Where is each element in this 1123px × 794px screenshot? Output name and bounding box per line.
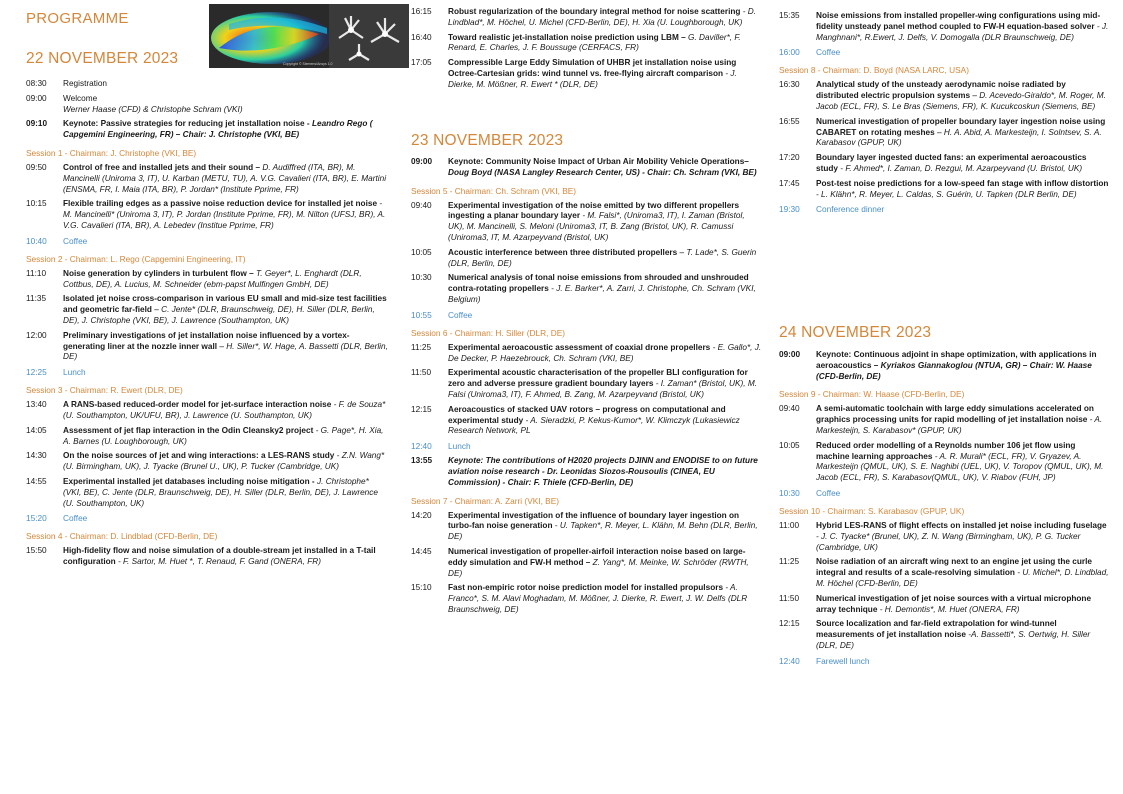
- talk-entry: [411, 456, 763, 488]
- talk-time: 11:25: [779, 557, 800, 567]
- talk-title: Compressible Large Eddy Simulation of UHBR jet installation noise using Octree-Cartesian grids: wind tunnel vs. free-flying aircraft comparison: [448, 58, 737, 78]
- talk-title: Experimental investigation of the noise emitted by two different propellers ingesting a planar boundary layer: [448, 200, 740, 221]
- talk-entry: [779, 153, 1109, 175]
- talk-entry: [411, 405, 763, 437]
- talk-time: 12:15: [779, 619, 800, 629]
- talk-entry: [411, 7, 763, 29]
- talk-time: 09:00: [26, 93, 47, 103]
- programme-title: PROGRAMME: [26, 10, 129, 27]
- talk-authors: G. Daviller*, F. Renard, E. Charles, J. F. Boussuge (CERFACS, FR): [448, 32, 741, 53]
- break-label: Lunch: [448, 441, 471, 452]
- session-header: Session 5 - Chairman: Ch. Schram (VKI, BE): [411, 185, 577, 196]
- talk-authors: - Z.N. Wang* (U. Birmingham, UK), J. Tyacke (Brunel U., UK), P. Tucker (Cambridge, UK): [63, 451, 385, 472]
- talk-title: Experimental installed jet databases including noise mitigation -: [63, 476, 317, 486]
- talk-authors: - I. Zaman* (Bristol, UK), M. Falsi (Uniroma3, IT), F. Ahmed, B. Zang, M. Azarpeyvand (Bristol, UK): [448, 379, 758, 399]
- talk-time: 09:40: [779, 404, 800, 414]
- talk-time: 12:15: [411, 404, 432, 414]
- talk-entry: [779, 179, 1109, 201]
- break-time: 12:40: [411, 441, 432, 452]
- talk-authors: - E. Gallo*, J. De Decker, P. Haezebrouck, Ch. Schram (VKI, BE): [448, 342, 762, 363]
- talk-time: 11:00: [779, 520, 800, 530]
- talk-time: 13:55: [411, 456, 433, 466]
- talk-time: 15:35: [779, 11, 800, 20]
- talk-entry: [411, 547, 763, 579]
- break-label: Lunch: [63, 367, 86, 378]
- session-header: Session 6 - Chairman: H. Siller (DLR, DE): [411, 327, 565, 338]
- talk-time: 17:45: [779, 178, 800, 188]
- talk-authors: - A. Franco*, S. M. Alavi Moghadam, M. Mößner, J. Dierke, R. Ewert, J. W. Delfs (DLR Braunschweig, DE): [448, 583, 748, 614]
- talk-time: 12:00: [26, 330, 47, 340]
- break-entry: [26, 367, 388, 378]
- talk-title: Experimental investigation of the influence of boundary layer ingestion on turbo-fan noise generation: [448, 510, 740, 531]
- talk-entry: [411, 248, 763, 270]
- column-23-november: [411, 0, 763, 794]
- talk-title: On the noise sources of jet and wing interactions: a LES-RANS study: [63, 451, 335, 461]
- talk-authors: – C. Jente* (DLR, Braunschweig, DE), H. Siller (DLR, Berlin, DE), J. Christophe (VKI, BE), J. Lawrence (Southampton, UK): [63, 305, 375, 325]
- talk-authors: - G. Page*, H. Xia, A. Barnes (U. Loughborough, UK): [63, 425, 384, 446]
- talk-title: Experimental aeroacoustic assessment of coaxial drone propellers: [448, 342, 711, 352]
- talk-title: Isolated jet noise cross-comparison in various EU small and mid-size test facilities and geometric far-field: [63, 294, 387, 315]
- talk-chair: (NASA Langley Research Center, US) - Chair: Ch. Schram (VKI, BE): [492, 167, 757, 177]
- talk-title: Robust regularization of the boundary integral method for noise scattering: [448, 7, 741, 16]
- talk-authors: Werner Haase (CFD) & Christophe Schram (VKI): [63, 104, 243, 114]
- talk-time: 16:30: [779, 80, 800, 90]
- talk-title: Fast non-empiric rotor noise prediction model for installed propulsors: [448, 583, 724, 593]
- talk-authors: – Doug Boyd: [448, 157, 749, 177]
- talk-title: Preliminary investigations of jet installation noise influenced by a vortex-generating liner at the nozzle inner wall: [63, 330, 350, 351]
- talk-entry: [26, 546, 388, 568]
- col2-prelude: [411, 3, 763, 91]
- talk-entry: [26, 294, 388, 326]
- talk-authors: - F. Ahmed*, I. Zaman, D. Rezgui, M. Azarpeyvand (U. Bristol, UK): [838, 163, 1083, 173]
- talk-title: High-fidelity flow and noise simulation of a double-stream jet installed in a T-tail configuration: [63, 546, 376, 567]
- break-time: 12:40: [779, 655, 800, 666]
- talk-entry: [779, 117, 1109, 149]
- break-label: Farewell lunch: [816, 655, 870, 666]
- talk-authors: - J. Dierke, M. Mößner, R. Ewert * (DLR, DE): [448, 68, 737, 89]
- talk-entry: [779, 619, 1109, 651]
- talk-authors: - D. Lindblad*, M. Höchel, U. Michel (CFD-Berlin, DE), H. Xia (U. Loughborough, UK): [448, 7, 757, 27]
- break-time: 10:40: [26, 235, 47, 246]
- talk-authors: T. Geyer*, L. Enghardt (DLR, Cottbus, DE), A. Lucius, M. Schneider (ebm-papst Mulfingen GmbH, DE): [63, 268, 362, 289]
- break-label: Coffee: [816, 47, 841, 58]
- break-time: 10:55: [411, 309, 432, 320]
- talk-title: Source localization and far-field extrapolation for wind-tunnel measurements of jet installation noise: [816, 619, 1057, 640]
- break-entry: [26, 236, 388, 247]
- talk-entry: [411, 273, 763, 305]
- talk-title: A RANS-based reduced-order model for jet-surface interaction noise: [63, 400, 332, 410]
- talk-authors: – D. Acevedo-Giraldo*, M. Roger, M. Jacob (ECL, FR), S. Le Bras (Siemens, FR), K. Kucukcoskun (Siemens, BE): [816, 91, 1106, 111]
- talk-title: Flexible trailing edges as a passive noise reduction device for installed jet noise: [63, 199, 378, 209]
- talk-time: 11:50: [411, 368, 432, 378]
- talk-authors: – Kyriakos Giannakoglou: [871, 360, 973, 370]
- talk-authors: - F. Sartor, M. Huet *, T. Renaud, F. Gand (ONERA, FR): [115, 557, 321, 567]
- col3-schedule: [779, 346, 1109, 667]
- talk-entry: [26, 199, 388, 231]
- talk-time: 14:20: [411, 510, 432, 520]
- session-header: Session 8 - Chairman: D. Boyd (NASA LARC, USA): [779, 65, 969, 76]
- talk-entry: [411, 368, 763, 400]
- break-label: Coffee: [63, 235, 88, 246]
- talk-entry: [26, 94, 388, 116]
- talk-title: Aeroacoustics of stacked UAV rotors – progress on computational and experimental study: [448, 404, 726, 425]
- talk-time: 14:05: [26, 425, 47, 435]
- talk-time: 11:10: [26, 268, 47, 278]
- column-22-november: [26, 0, 388, 794]
- talk-entry: [411, 157, 763, 179]
- talk-authors: - M. Falsi*, (Uniroma3, IT), I. Zaman (Bristol, UK), M. Mancinelli, S. Meloni (Uniroma3, IT, B. Zang (Bristol, UK), R. Camussi (Uniroma3, IT, M. Azarpeyvand (Bristol, UK): [448, 211, 745, 242]
- talk-authors: - U. Tapken*, R. Meyer, L. Klähn, M. Behn (DLR, Berlin, DE): [448, 521, 758, 542]
- talk-time: 10:05: [779, 440, 800, 450]
- column-24-november: [779, 0, 1109, 794]
- talk-title: Assessment of jet flap interaction in the Odin Cleansky2 project: [63, 425, 314, 435]
- break-time: 19:30: [779, 204, 800, 215]
- talk-entry: [26, 269, 388, 291]
- talk-entry: [26, 426, 388, 448]
- talk-entry: [411, 343, 763, 365]
- talk-authors: - L. Klähn*, R. Meyer, L. Caldas, S. Guérin, U. Tapken (DLR Berlin, DE): [816, 189, 1077, 199]
- talk-title: Keynote: Community Noise Impact of Urban Air Mobility Vehicle Operations: [448, 157, 745, 166]
- session-header: Session 2 - Chairman: L. Rego (Capgemini Engineering, IT): [26, 253, 246, 264]
- break-time: 16:00: [779, 47, 800, 58]
- talk-time: 17:05: [411, 58, 432, 68]
- talk-time: 16:40: [411, 32, 432, 42]
- talk-authors: - F. de Souza* (U. Southampton, UK/UFU, BR), J. Lawrence (U. Southampton, UK): [63, 400, 386, 420]
- talk-time: 16:55: [779, 116, 800, 126]
- talk-time: 09:00: [779, 350, 801, 359]
- talk-authors: - U. Michel*, D. Lindblad, M. Höchel (CFD-Berlin, DE): [816, 568, 1109, 588]
- talk-authors: – H. A. Abid, A. Markesteijn, I. Solntsev, S. A. Karabasov (GPUP, UK): [816, 127, 1102, 148]
- talk-title: Control of free and installed jets and their sound –: [63, 162, 263, 172]
- break-entry: [779, 488, 1109, 499]
- talk-entry: [26, 119, 388, 141]
- talk-time: 11:25: [411, 342, 432, 352]
- talk-entry: [779, 594, 1109, 616]
- break-entry: [779, 47, 1109, 58]
- break-label: Coffee: [448, 309, 473, 320]
- day-heading-23: 23 NOVEMBER 2023: [411, 132, 564, 149]
- talk-title: Numerical analysis of tonal noise emissions from shrouded and unshrouded contra-rotating propellers: [448, 273, 749, 294]
- talk-time: 09:50: [26, 162, 47, 172]
- talk-entry: [411, 58, 763, 90]
- talk-entry: [411, 201, 763, 244]
- talk-chair: (NTUA, GR) – Chair: W. Haase (CFD-Berlin, DE): [816, 360, 1092, 381]
- talk-title: A semi-automatic toolchain with large eddy simulations accelerated on graphics processing units for rapid modelling of jet installation noise: [816, 404, 1094, 425]
- break-time: 12:25: [26, 367, 47, 378]
- talk-entry: [26, 163, 388, 195]
- talk-entry: [26, 400, 388, 422]
- talk-title: Numerical investigation of propeller boundary layer ingestion noise using CABARET on rotating meshes: [816, 116, 1106, 137]
- session-header: Session 10 - Chairman: S. Karabasov (GPUP, UK): [779, 505, 965, 516]
- hero-caption: Copyright © Siemens/Ansys 1.0: [283, 62, 333, 66]
- talk-authors: - H. Demontis*, M. Huet (ONERA, FR): [877, 604, 1020, 614]
- talk-title: Numerical investigation of propeller-airfoil interaction noise based on large-eddy simulation and FW-H method –: [448, 546, 746, 567]
- break-entry: [779, 656, 1109, 667]
- break-entry: [411, 441, 763, 452]
- talk-entry: [26, 477, 388, 509]
- talk-authors: – T. Lade*, S. Guerin (DLR, Berlin, DE): [448, 247, 757, 268]
- talk-entry: [779, 404, 1109, 436]
- talk-title: Keynote: Continuous adjoint in shape optimization, with applications in aeroacoustics: [816, 350, 1097, 370]
- col2-schedule: [411, 153, 763, 616]
- break-time: 10:30: [779, 487, 800, 498]
- talk-title: Acoustic interference between three distributed propellers: [448, 247, 678, 257]
- talk-time: 11:50: [779, 593, 800, 603]
- break-entry: [26, 513, 388, 524]
- talk-time: 10:30: [411, 273, 432, 283]
- talk-title: Toward realistic jet-installation noise prediction using LBM –: [448, 32, 686, 42]
- talk-time: 15:10: [411, 583, 432, 593]
- talk-authors: - A. R. Murali* (ECL, FR), V. Gryazev, A. Markesteijn (QMUL, UK), S. E. Naghibi (UEL, UK), V. Toropov (QMUL, UK), M. Jacob (ECL, FR), S. Karabasov(QMUL, UK), V. Riabov (FUH, JP): [816, 451, 1104, 483]
- talk-time: 09:00: [411, 157, 433, 166]
- talk-title: Experimental acoustic characterisation of the propeller BLI configuration for zero and adverse pressure gradient boundary layers: [448, 368, 748, 389]
- talk-title: Numerical investigation of jet noise sources with a virtual microphone array technique: [816, 593, 1092, 614]
- talk-title: Boundary layer ingested ducted fans: an experimental aeroacoustics study: [816, 153, 1087, 173]
- talk-time: 09:10: [26, 119, 48, 129]
- talk-time: 14:45: [411, 546, 432, 556]
- talk-title: Noise radiation of an aircraft wing next to an engine jet using the curle integral and results of a scale-resolving simulation: [816, 557, 1092, 578]
- session-header: Session 1 - Chairman: J. Christophe (VKI, BE): [26, 147, 197, 158]
- talk-time: 10:05: [411, 247, 432, 257]
- session-header: Session 4 - Chairman: D. Lindblad (CFD-Berlin, DE): [26, 531, 218, 542]
- session-header: Session 3 - Chairman: R. Ewert (DLR, DE): [26, 385, 183, 396]
- break-entry: [779, 204, 1109, 215]
- talk-text: Welcome: [63, 93, 98, 103]
- talk-time: 16:15: [411, 7, 432, 16]
- talk-authors: - J. C. Tyacke* (Brunel, UK), Z. N. Wang (Birmingham, UK), P. G. Tucker (Cambridge, UK): [816, 531, 1081, 552]
- talk-title: Analytical study of the unsteady aerodynamic noise radiated by distributed electric propulsion systems: [816, 80, 1066, 101]
- talk-time: 15:50: [26, 546, 47, 556]
- col1-schedule: [26, 75, 388, 568]
- talk-entry: [779, 80, 1109, 112]
- talk-authors: – H. Siller*, W. Hage, A. Bassetti (DLR, Berlin, DE): [63, 341, 388, 362]
- talk-title: Noise emissions from installed propeller-wing configurations using mid-fidelity unsteady panel method coupled to FW-H equation-based solver: [816, 11, 1101, 31]
- talk-chair: Chair: J. Christophe (VKI, BE): [180, 130, 300, 140]
- break-label: Conference dinner: [816, 204, 885, 215]
- talk-authors: J. Christophe* (VKI, BE), C. Jente (DLR, Braunschweig, DE), H. Siller (DLR, Berlin, DE), J. Lawrence (U. Southampton, UK): [63, 476, 378, 508]
- talk-authors: - A. Sieradzki, P. Kekus-Kumor*, W. Klimczyk (Lukasiewicz Research Network, PL: [448, 415, 740, 436]
- talk-time: 14:30: [26, 451, 47, 461]
- talk-authors: -A. Bassetti*, S. Oertwig, H. Siller (DLR, DE): [816, 630, 1091, 650]
- talk-entry: [411, 583, 763, 615]
- talk-time: 13:40: [26, 400, 47, 410]
- day-heading-22: 22 NOVEMBER 2023: [26, 50, 179, 67]
- break-label: Coffee: [63, 513, 88, 524]
- talk-entry: [779, 350, 1109, 382]
- col3-prelude: [779, 7, 1109, 215]
- day-heading-24: 24 NOVEMBER 2023: [779, 324, 932, 341]
- cfd-simulation-image: [209, 4, 409, 68]
- talk-authors: - A. Markesteijn, S. Karabasov* (GPUP, UK): [816, 415, 1103, 435]
- talk-authors: D. Audiffred (ITA, BR), M. Mancinelli (Uniroma 3, IT), U. Karban (METU, TU), A. V.G. Cavalieri (ITA, BR), E. Martini (ENSMA, FR, I. Maia (ITA, BR), P. Jordan* (Institute Pprime, FR): [63, 162, 387, 194]
- talk-title: Hybrid LES-RANS of flight effects on installed jet noise including fuselage: [816, 520, 1107, 530]
- talk-entry: [26, 451, 388, 473]
- talk-title: Keynote: The contributions of H2020 projects DJINN and ENODISE to on future aviation noise research - Dr. Leonidas Siozos-Rousoulis (CINEA, EU Commission) - Chair: F. Thiele (CFD-Berlin, DE): [448, 456, 758, 487]
- talk-authors: Z. Yang*, M. Meinke, W. Schröder (RWTH, DE): [448, 557, 749, 578]
- talk-entry: [779, 11, 1109, 43]
- talk-time: 10:15: [26, 199, 47, 209]
- talk-authors: - J. E. Barker*, A. Zarri, J. Christophe, Ch. Schram (VKI, Belgium): [448, 284, 756, 304]
- talk-time: 09:40: [411, 200, 432, 210]
- talk-authors: - J. Manghnani*, R.Ewert, J. Delfs, V. Domogalla (DLR Braunschweig, DE): [816, 21, 1109, 42]
- talk-title: Post-test noise predictions for a low-speed fan stage with inflow distortion: [816, 178, 1109, 188]
- talk-title: Noise generation by cylinders in turbulent flow –: [63, 268, 256, 278]
- session-header: Session 7 - Chairman: A. Zarri (VKI, BE): [411, 495, 560, 506]
- talk-entry: [26, 331, 388, 363]
- talk-title: Keynote: Passive strategies for reducing jet installation noise -: [63, 119, 312, 129]
- talk-time: 08:30: [26, 79, 47, 88]
- talk-title: Reduced order modelling of a Reynolds number 106 jet flow using machine learning approaches: [816, 440, 1076, 461]
- talk-time: 11:35: [26, 294, 47, 304]
- talk-entry: [779, 441, 1109, 484]
- break-label: Coffee: [816, 487, 841, 498]
- talk-entry: [779, 521, 1109, 553]
- talk-authors: - M. Mancinelli* (Uniroma 3, IT), P. Jordan (Institute Pprime, FR), M. Nilton (UFSJ, BR), A. V.G. Cavalieri (ITA, BR), A. Lebedev (Institue Pprime, FR): [63, 199, 386, 230]
- session-header: Session 9 - Chairman: W. Haase (CFD-Berlin, DE): [779, 389, 965, 400]
- break-entry: [411, 310, 763, 321]
- talk-time: 14:55: [26, 476, 47, 486]
- talk-entry: [411, 511, 763, 543]
- break-time: 15:20: [26, 513, 47, 524]
- talk-entry: [779, 557, 1109, 589]
- talk-authors: Leandro Rego ( Capgemini Engineering, FR) –: [63, 119, 373, 140]
- talk-text: Registration: [63, 79, 108, 88]
- talk-time: 17:20: [779, 153, 800, 163]
- talk-entry: [26, 79, 388, 90]
- talk-entry: [411, 33, 763, 55]
